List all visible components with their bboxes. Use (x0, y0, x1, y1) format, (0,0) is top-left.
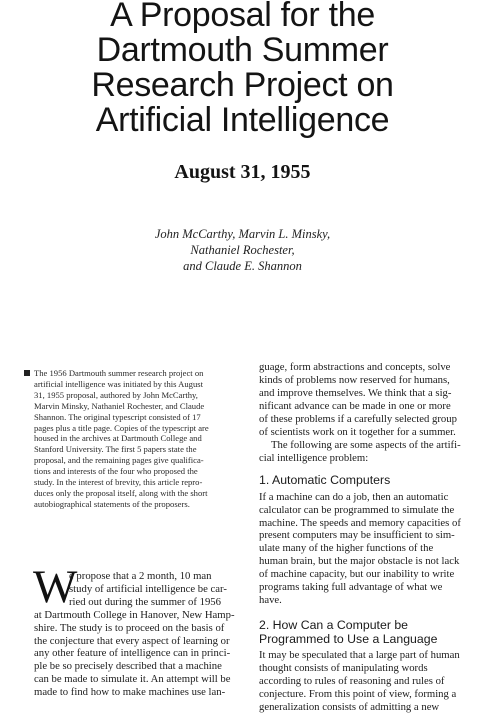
intro-line: the conjecture that every aspect of learning or (34, 634, 230, 647)
title-line: Dartmouth Summer (96, 31, 389, 69)
text-line: of scientists work on it together for a summer. (259, 425, 456, 438)
note-line: housed in the archives at Dartmouth College and (34, 433, 202, 444)
text-line: ulate many of the higher functions of the (259, 542, 434, 555)
right-column (259, 361, 471, 714)
text-line: machine. The speeds and memory capacities of (259, 516, 461, 529)
drop-cap: W (33, 561, 78, 613)
intro-line: at Dartmouth College in Hanover, New Hamp- (34, 608, 235, 621)
section-heading (259, 618, 471, 646)
note-line: pages plus a title page. Copies of the typescript are (34, 422, 209, 433)
text-line: guage, form abstractions and concepts, solve (259, 361, 451, 373)
title-line: Artificial Intelligence (95, 101, 390, 139)
text-line: of these problems if a carefully selected group (259, 412, 457, 425)
text-line: present computers may be insufficient to sim- (259, 529, 455, 542)
intro-line: shire. The study is to proceed on the basis of (34, 621, 225, 634)
note-line: proposal, and the remaining pages give qualifica- (34, 455, 204, 466)
title-line: Research Project on (91, 66, 394, 104)
heading-line: 2. How Can a Computer be (259, 618, 409, 633)
text-line: programs taking full advantage of what we (259, 581, 443, 594)
paragraph (259, 439, 471, 465)
intro-line: can be made to simulate it. An attempt will be (34, 673, 231, 686)
intro-line: ried out during the summer of 1956 (69, 595, 221, 608)
note-line: duces only the proposal itself, along with the short (34, 487, 208, 498)
note-line: artificial intelligence was initiated by this August (34, 378, 203, 389)
note-line: Stanford University. The first 5 papers state the (34, 444, 197, 455)
note-line: study. In the interest of brevity, this article repro- (34, 477, 203, 488)
section-body (259, 491, 471, 608)
note-line: 31, 1955 proposal, authored by John McCarthy, (34, 389, 198, 400)
text-line: generalization consists of admitting a new (259, 701, 440, 714)
paper-date: August 31, 1955 (174, 161, 311, 183)
author-line: and Claude E. Shannon (183, 259, 302, 273)
note-line: The 1956 Dartmouth summer research project on (34, 368, 204, 378)
text-line: thought consists of manipulating words (259, 662, 428, 675)
text-line: cial intelligence problem: (259, 451, 369, 464)
note-line: tions and interests of the four who proposed the (34, 466, 198, 477)
text-line: conjecture. From this point of view, forming a (259, 688, 457, 701)
intro-line: made to find how to make machines use lan- (34, 686, 226, 699)
intro-line: e propose that a 2 month, 10 man (69, 570, 212, 582)
text-line: have. (259, 594, 282, 607)
text-line: If a machine can do a job, then an automatic (259, 490, 449, 503)
title-line: A Proposal for the (110, 0, 375, 34)
note-line: autobiographical statements of the proposers. (34, 498, 190, 509)
paragraph (259, 361, 471, 439)
text-line: nificant advance can be made in one or more (259, 399, 451, 412)
text-line: human brain, but the major obstacle is not lack (259, 555, 460, 568)
section-heading: 1. Automatic Computers (259, 472, 391, 487)
author-line: John McCarthy, Marvin L. Minsky, (154, 227, 331, 241)
text-line: kinds of problems now reserved for humans, (259, 373, 450, 386)
section-body (259, 649, 471, 714)
author-line: Nathaniel Rochester, (190, 243, 295, 257)
editorial-note (34, 368, 242, 510)
text-line: The following are some aspects of the artifi- (271, 438, 461, 451)
intro-paragraph (34, 570, 244, 699)
square-bullet-icon (24, 370, 30, 376)
intro-line: any other feature of intelligence can in princi- (34, 647, 231, 660)
text-line: It may be speculated that a large part of human (259, 649, 460, 662)
text-line: according to rules of reasoning and rules of (259, 675, 445, 688)
heading-line: Programmed to Use a Language (259, 632, 438, 647)
text-line: calculator can be programmed to simulate the (259, 503, 455, 516)
intro-line: study of artificial intelligence be car- (69, 582, 227, 595)
intro-line: ple be so precisely described that a machine (34, 660, 222, 673)
text-line: of machine capacity, but our inability to write (259, 568, 455, 581)
note-line: Marvin Minsky, Nathaniel Rochester, and Claude (34, 400, 205, 411)
text-line: and improve themselves. We think that a sig- (259, 386, 452, 399)
paper-title (0, 0, 485, 138)
author-list (0, 226, 485, 274)
note-line: Shannon. The original typescript consisted of 17 (34, 411, 201, 422)
